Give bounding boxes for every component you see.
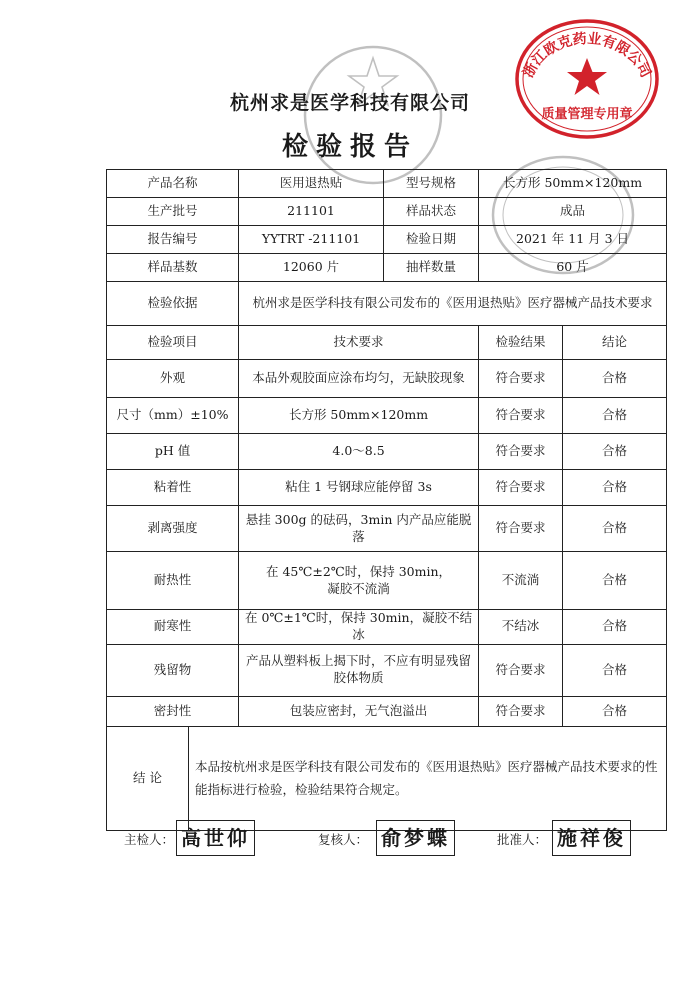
info-row-batch xyxy=(107,198,667,226)
row-requirement: 4.0～8.5 xyxy=(239,434,479,470)
row-conclusion: 合格 xyxy=(563,470,667,506)
sample-state-label: 样品状态 xyxy=(384,198,479,226)
row-result: 符合要求 xyxy=(479,434,563,470)
table-row xyxy=(107,398,667,434)
faded-stamp-title xyxy=(298,40,448,190)
stamp-top-text: 浙江欧克药业有限公司 xyxy=(520,30,654,81)
row-conclusion: 合格 xyxy=(563,552,667,610)
row-result: 符合要求 xyxy=(479,696,563,726)
row-conclusion: 合格 xyxy=(563,434,667,470)
row-conclusion: 合格 xyxy=(563,696,667,726)
sample-state-value: 成品 xyxy=(479,198,667,226)
quality-stamp xyxy=(512,14,662,144)
row-item: pH 值 xyxy=(107,434,239,470)
row-requirement xyxy=(239,552,479,610)
model-label: 型号规格 xyxy=(384,170,479,198)
row-requirement: 粘住 1 号钢球应能停留 3s xyxy=(239,470,479,506)
row-requirement: 悬挂 300g 的砝码，3min 内产品应能脱落 xyxy=(239,506,479,552)
col-item: 检验项目 xyxy=(107,326,239,360)
row-conclusion: 合格 xyxy=(563,610,667,645)
row-item: 耐热性 xyxy=(107,552,239,610)
product-name-value: 医用退热贴 xyxy=(239,170,384,198)
conclusion-row xyxy=(107,726,667,830)
inspection-table xyxy=(106,169,667,831)
table-row xyxy=(107,360,667,398)
report-no-value: YYTRT -211101 xyxy=(239,226,384,254)
reviewer-signature: 俞梦蝶 xyxy=(376,820,455,856)
row-result: 符合要求 xyxy=(479,470,563,506)
info-row-product xyxy=(107,170,667,198)
model-value: 长方形 50mm×120mm xyxy=(479,170,667,198)
inspector-label: 主检人： xyxy=(124,832,175,847)
row-result: 符合要求 xyxy=(479,398,563,434)
table-row xyxy=(107,470,667,506)
test-date-value: 2021 年 11 月 3 日 xyxy=(479,226,667,254)
batch-value: 211101 xyxy=(239,198,384,226)
basis-label: 检验依据 xyxy=(107,282,239,326)
product-name-label: 产品名称 xyxy=(107,170,239,198)
row-item: 外观 xyxy=(107,360,239,398)
company-name: 杭州求是医学科技有限公司 xyxy=(229,92,470,114)
test-date-label: 检验日期 xyxy=(384,226,479,254)
row-item: 剥离强度 xyxy=(107,506,239,552)
info-row-basis xyxy=(107,282,667,326)
sample-qty-label: 抽样数量 xyxy=(384,254,479,282)
row-conclusion: 合格 xyxy=(563,506,667,552)
row-item: 密封性 xyxy=(107,696,239,726)
stamp-bottom-text: 质量管理专用章 xyxy=(541,107,633,122)
row-requirement: 包装应密封，无气泡溢出 xyxy=(239,696,479,726)
table-row xyxy=(107,506,667,552)
table-row xyxy=(107,696,667,726)
base-count-value: 12060 片 xyxy=(239,254,384,282)
row-result: 不结冰 xyxy=(479,610,563,645)
info-row-report xyxy=(107,226,667,254)
conclusion-text: 本品按杭州求是医学科技有限公司发布的《医用退热贴》医疗器械产品技术要求的性能指标进行检验，检验结果符合规定。 xyxy=(189,726,667,830)
row-requirement-line1: 在 45℃±2℃时，保持 30min， xyxy=(265,563,452,579)
table-row xyxy=(107,552,667,610)
row-conclusion: 合格 xyxy=(563,398,667,434)
inspector-signature: 高世仰 xyxy=(176,820,255,856)
row-result: 符合要求 xyxy=(479,506,563,552)
col-result: 检验结果 xyxy=(479,326,563,360)
row-requirement-line2: 胶体物质 xyxy=(333,670,384,686)
row-requirement-line1: 产品从塑料板上揭下时，不应有明显残留 xyxy=(246,653,472,669)
row-requirement: 本品外观胶面应涂布均匀，无缺胶现象 xyxy=(239,360,479,398)
report-title: 检验报告 xyxy=(281,132,418,162)
table-row xyxy=(107,644,667,696)
report-no-label: 报告编号 xyxy=(107,226,239,254)
base-count-label: 样品基数 xyxy=(107,254,239,282)
approver-signature: 施祥俊 xyxy=(552,820,631,856)
row-item: 尺寸（mm）±10% xyxy=(107,398,239,434)
basis-value: 杭州求是医学科技有限公司发布的《医用退热贴》医疗器械产品技术要求 xyxy=(239,282,667,326)
table-row xyxy=(107,434,667,470)
row-item: 残留物 xyxy=(107,644,239,696)
row-item: 耐寒性 xyxy=(107,610,239,645)
col-conclusion: 结论 xyxy=(563,326,667,360)
table-row xyxy=(107,610,667,645)
conclusion-label: 结 论 xyxy=(107,726,189,830)
row-conclusion: 合格 xyxy=(563,644,667,696)
info-row-count xyxy=(107,254,667,282)
row-requirement: 在 0℃±1℃时，保持 30min，凝胶不结冰 xyxy=(239,610,479,645)
reviewer-label: 复核人： xyxy=(318,832,369,847)
column-header-row xyxy=(107,326,667,360)
row-result: 不流淌 xyxy=(479,552,563,610)
row-result: 符合要求 xyxy=(479,360,563,398)
sample-qty-value: 60 片 xyxy=(479,254,667,282)
row-requirement xyxy=(239,644,479,696)
row-conclusion: 合格 xyxy=(563,360,667,398)
batch-label: 生产批号 xyxy=(107,198,239,226)
row-requirement-line2: 凝胶不流淌 xyxy=(327,580,390,596)
row-item: 粘着性 xyxy=(107,470,239,506)
row-requirement: 长方形 50mm×120mm xyxy=(239,398,479,434)
approver-label: 批准人： xyxy=(497,832,548,847)
row-result: 符合要求 xyxy=(479,644,563,696)
col-requirement: 技术要求 xyxy=(239,326,479,360)
